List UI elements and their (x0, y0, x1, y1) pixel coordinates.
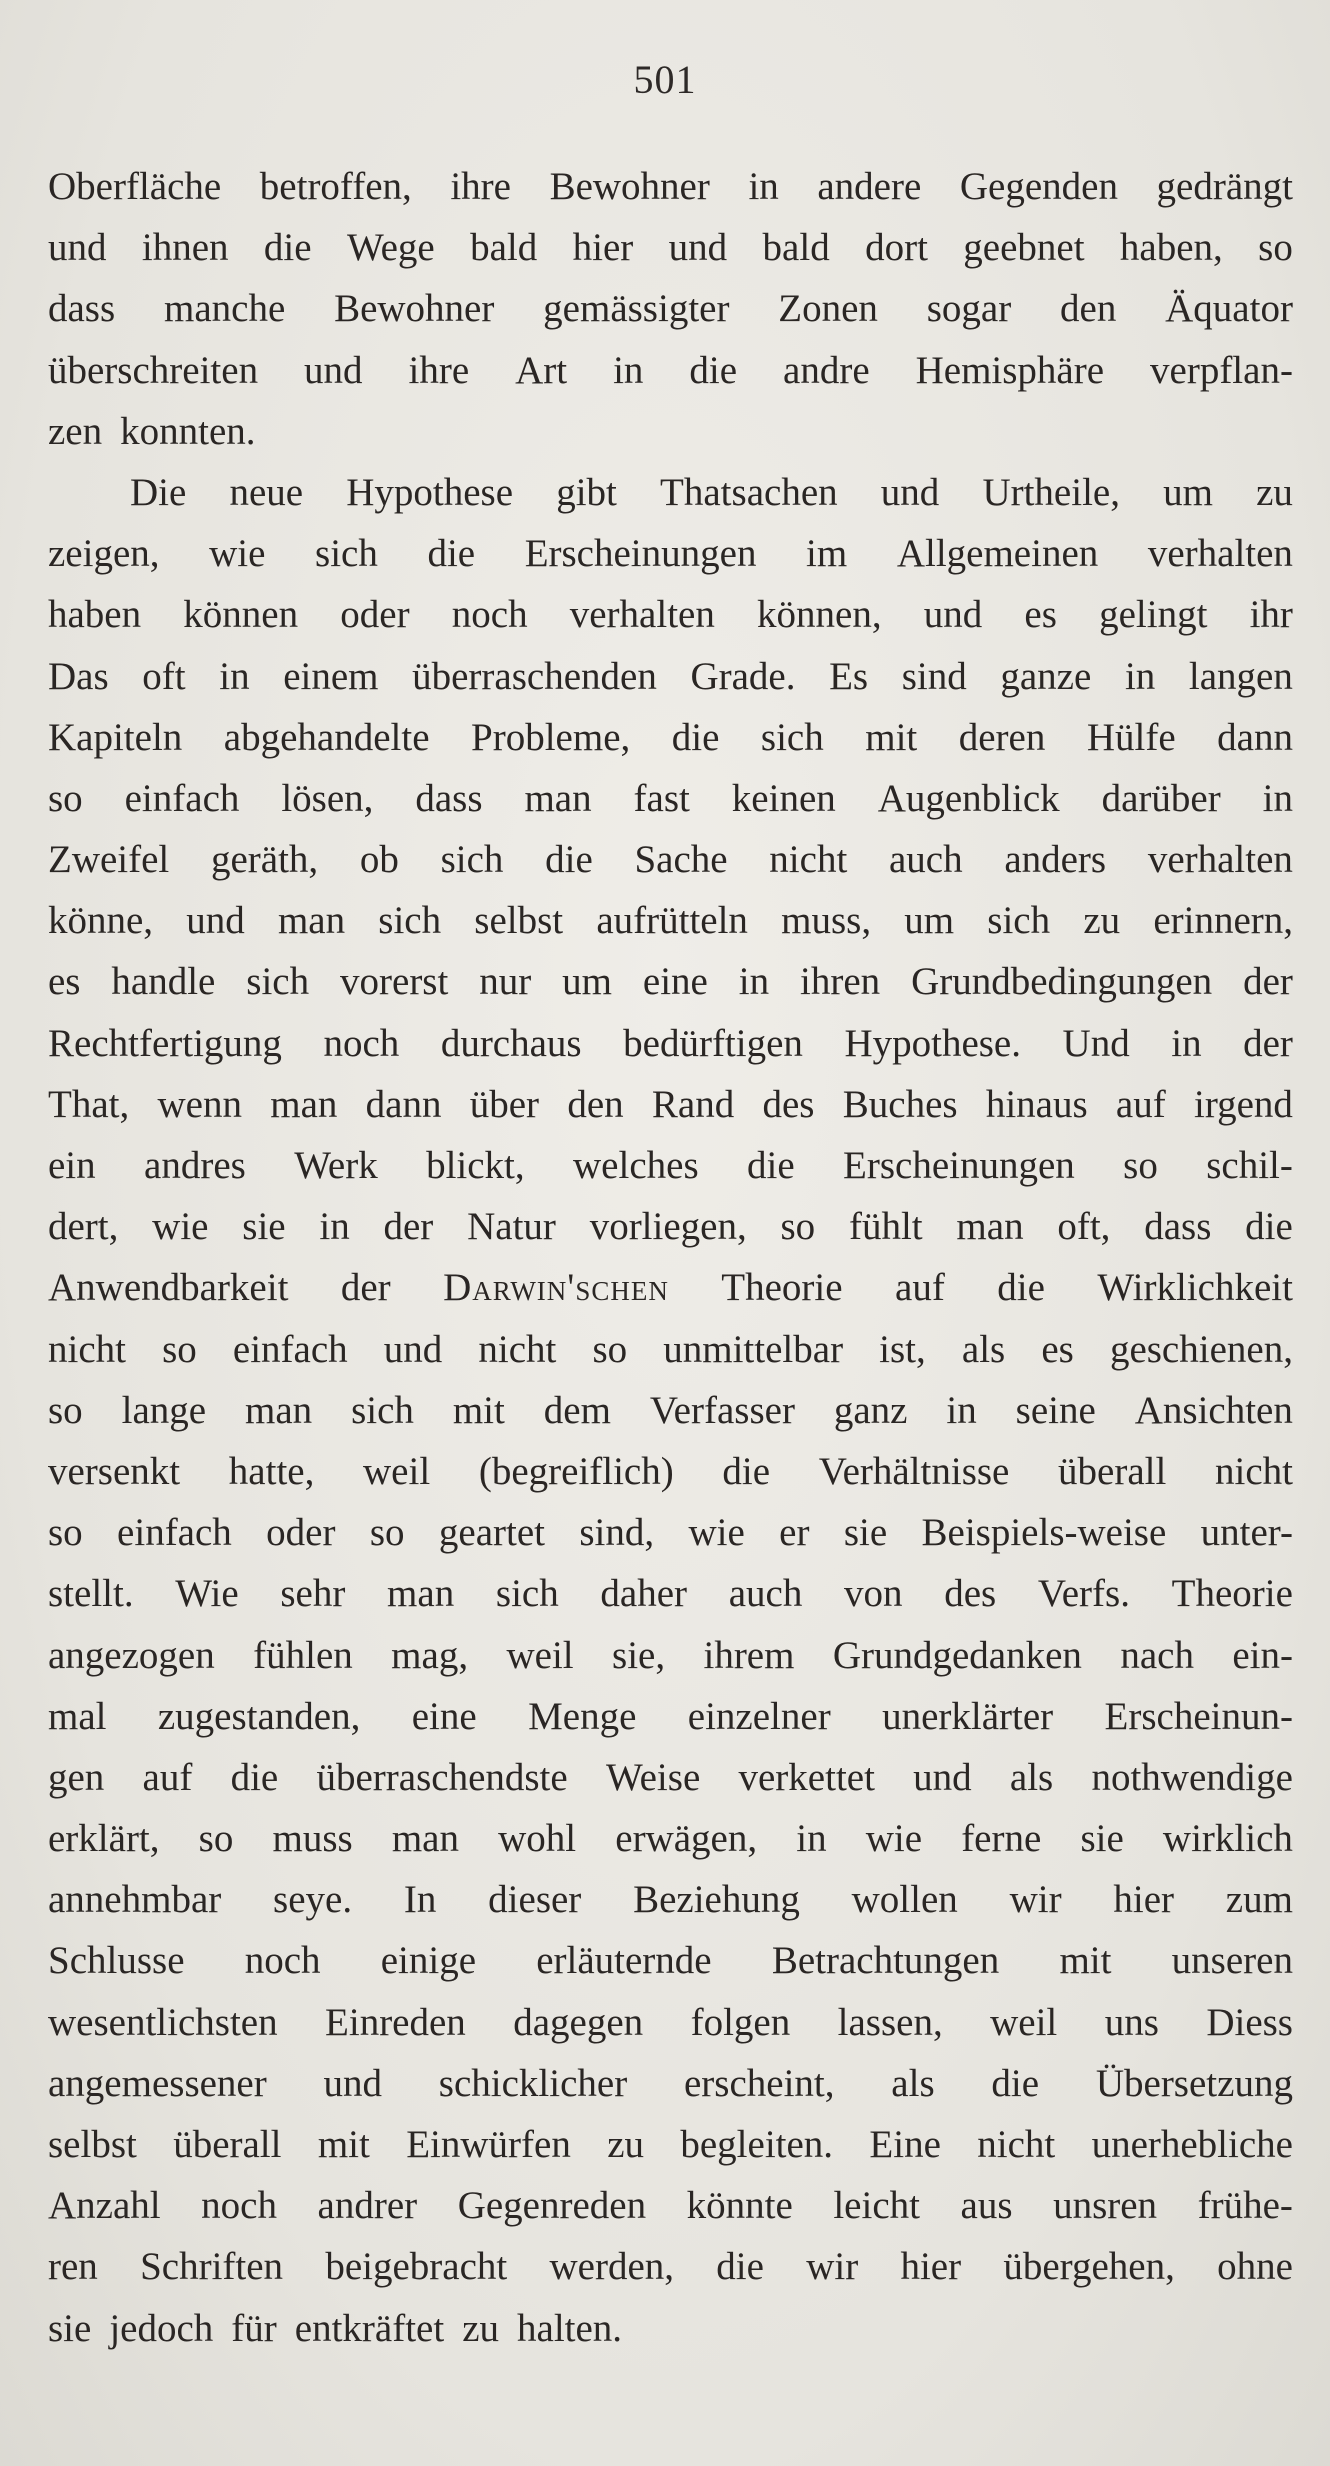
text-line: nicht so einfach und nicht so unmittelbar ist, als es geschienen, (48, 1327, 1293, 1371)
text-line: Zweifel geräth, ob sich die Sache nicht auch anders verhalten (48, 838, 1293, 882)
text-line: versenkt hatte, weil (begreiflich) die Verhältnisse überall nicht (48, 1449, 1293, 1493)
text-line: dert, wie sie in der Natur vorliegen, so fühlt man oft, dass die (48, 1205, 1293, 1249)
text-line: so einfach oder so geartet sind, wie er sie Beispiels-weise unter- (48, 1511, 1293, 1555)
text-line: so lange man sich mit dem Verfasser ganz in seine Ansichten (48, 1388, 1293, 1432)
text-line: selbst überall mit Einwürfen zu begleiten. Eine nicht unerhebliche (48, 2123, 1293, 2166)
text-line: gen auf die überraschendste Weise verkettet und als nothwendige (48, 1755, 1293, 1799)
text-line: mal zugestanden, eine Menge einzelner unerklärter Erscheinun- (48, 1694, 1293, 1738)
text-line: und ihnen die Wege bald hier und bald dort geebnet haben, so (48, 226, 1293, 270)
text-line: es handle sich vorerst nur um eine in ihren Grundbedingungen der (48, 960, 1293, 1004)
text-line: Anwendbarkeit der Darwin'schen Theorie auf die Wirklichkeit (48, 1266, 1293, 1310)
text-line: zen konnten. (48, 409, 256, 453)
text-line: sie jedoch für entkräftet zu halten. (48, 2306, 623, 2350)
text-line: Anzahl noch andrer Gegenreden könnte leicht aus unsren frühe- (48, 2184, 1293, 2228)
text-line: Das oft in einem überraschenden Grade. Es sind ganze in langen (48, 654, 1293, 698)
text-line: Schlusse noch einige erläuternde Betrachtungen mit unseren (48, 1939, 1293, 1983)
text-line: That, wenn man dann über den Rand des Buches hinaus auf irgend (48, 1082, 1293, 1126)
text-line: stellt. Wie sehr man sich daher auch von des Verfs. Theorie (48, 1572, 1293, 1616)
text-line: dass manche Bewohner gemässigter Zonen sogar den Äquator (48, 287, 1293, 331)
text-line: könne, und man sich selbst aufrütteln muss, um sich zu erinnern, (48, 899, 1293, 943)
text-line: Rechtfertigung noch durchaus bedürftigen Hypothese. Und in der (48, 1021, 1293, 1065)
text-line: erklärt, so muss man wohl erwägen, in wie ferne sie wirklich (48, 1817, 1293, 1861)
text-line: so einfach lösen, dass man fast keinen Augenblick darüber in (48, 776, 1293, 820)
text-line: haben können oder noch verhalten können, und es gelingt ihr (48, 593, 1293, 637)
text-line: annehmbar seye. In dieser Beziehung wollen wir hier zum (48, 1878, 1293, 1922)
text-line: ein andres Werk blickt, welches die Erscheinungen so schil- (48, 1144, 1293, 1187)
text-line: Oberfläche betroffen, ihre Bewohner in andere Gegenden gedrängt (48, 165, 1293, 208)
text-line: wesentlichsten Einreden dagegen folgen lassen, weil uns Diess (48, 2000, 1293, 2044)
text-line: überschreiten und ihre Art in die andre Hemisphäre verpflan- (48, 348, 1293, 392)
body-text (48, 156, 1293, 2359)
text-line: zeigen, wie sich die Erscheinungen im Allgemeinen verhalten (48, 532, 1293, 576)
text-line: angezogen fühlen mag, weil sie, ihrem Grundgedanken nach ein- (48, 1633, 1293, 1677)
text-line: Kapiteln abgehandelte Probleme, die sich mit deren Hülfe dann (48, 715, 1293, 759)
text-line: ren Schriften beigebracht werden, die wir hier übergehen, ohne (48, 2245, 1293, 2289)
text-line: Die neue Hypothese gibt Thatsachen und Urtheile, um zu (130, 470, 1293, 514)
page-number: 501 (633, 57, 697, 102)
text-line: angemessener und schicklicher erscheint, als die Übersetzung (48, 2061, 1293, 2105)
